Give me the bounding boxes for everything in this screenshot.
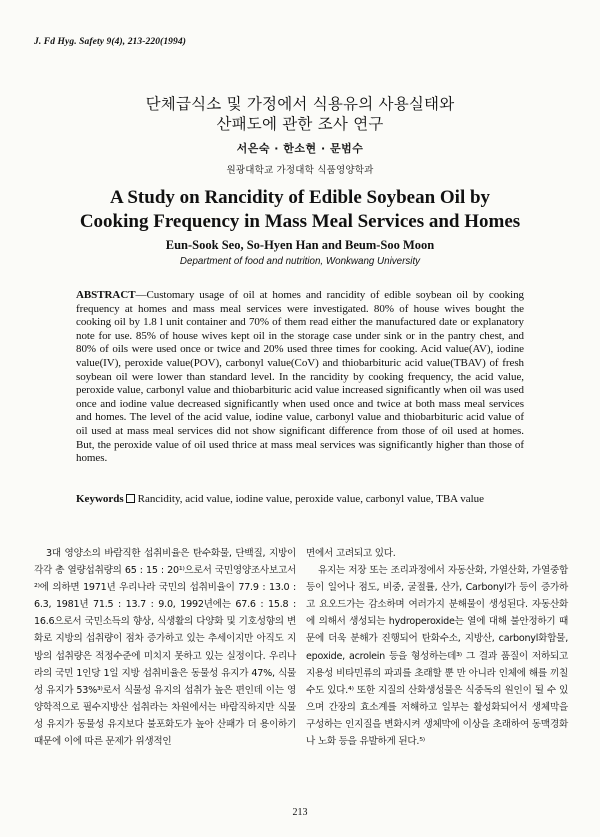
- english-title: [0, 186, 600, 234]
- abstract: [76, 289, 524, 466]
- korean-affiliation: 원광대학교 가정대학 식품영양학과: [226, 165, 374, 176]
- english-title-line-2: Cooking Frequency in Mass Meal Services and Homes: [79, 211, 521, 232]
- english-authors: Eun-Sook Seo, So-Hyen Han and Beum-Soo Moon: [165, 238, 435, 252]
- body-paragraph-continued: 면에서 고려되고 있다.: [306, 548, 396, 559]
- checkbox-square-icon: [126, 494, 135, 503]
- korean-title-line-1: 단체급식소 및 가정에서 식용유의 사용실태와: [145, 95, 455, 113]
- body-right-column: [306, 545, 568, 750]
- keywords-text: Rancidity, acid value, iodine value, peroxide value, carbonyl value, TBA value: [137, 493, 485, 505]
- keywords-label: Keywords: [76, 493, 124, 505]
- abstract-dash: —: [135, 289, 147, 301]
- page-number: 213: [292, 807, 308, 818]
- body-left-column: [34, 545, 296, 750]
- english-affiliation: Department of food and nutrition, Wonkwang University: [179, 256, 421, 267]
- journal-citation: J. Fd Hyg. Safety 9(4), 213-220(1994): [34, 37, 186, 47]
- english-title-line-1: A Study on Rancidity of Edible Soybean Oil by: [109, 187, 491, 208]
- korean-title-line-2: 산패도에 관한 조사 연구: [216, 115, 384, 133]
- korean-title: [0, 94, 600, 134]
- abstract-label: ABSTRACT: [76, 289, 136, 301]
- keywords: [76, 493, 536, 505]
- korean-authors: 서은숙 · 한소현 · 문범수: [236, 142, 364, 155]
- body-paragraph: 유지는 저장 또는 조리과정에서 자동산화, 가열산화, 가열중합 등이 일어나 점도, 비중, 굴절률, 산가, Carbonyl가 등이 증가하고 요오드가는 감소하며 여러가지 분해물이 생성된다. 자동산화에 의해서 생성되는 hydroperoxide는 열에 대해 불안정하기 때문에 더욱 분해가 진행되어 탄화수소, 지방산, carbonyl화합물, epoxide, acrolein 등을 형성하는데³⁾ 그 결과 품질이 저하되고 지용성 비타민류의 파괴를 초래할 뿐 만 아니라 인체에 해를 끼칠 수도 있다.⁴⁾ 또한 지질의 산화생성물은 식중독의 원인이 될 수 있으며 간장의 효소계를 저해하고 일부는 활성화되어서 생체막을 구성하는 인지질을 변화시켜 생체막에 이상을 초래하여 동맥경화나 노화 등을 유발하게 된다.⁵⁾: [306, 565, 568, 748]
- body-paragraph: 3대 영양소의 바람직한 섭취비율은 탄수화물, 단백질, 지방이 각각 총 열량섭취량의 65 : 15 : 20¹⁾으로서 국민영양조사보고서²⁾에 의하면 1971년 우리나라 국민의 섭취비율이 77.9 : 13.0 : 6.3, 1981년 71.5 : 13.7 : 9.0, 1992년에는 67.6 : 15.8 : 16.6으로서 국민소득의 향상, 식생활의 다양화 및 기호성향의 변화로 지방의 섭취량이 점차 증가하고 있는 추세이지만 아직도 지방의 섭취량은 적정수준에 미치지 못하고 있는 실정이다. 우리나라의 국민 1인당 1일 지방 섭취비율은 동물성 유지가 47%, 식물성 유지가 53%³⁾로서 식물성 유지의 섭취가 높은 편인데 이는 영양학적으로 필수지방산 섭취라는 차원에서는 바람직하지만 식물성 유지가 동물성 유지보다 불포화도가 높아 산패가 더 용이하기 때문에 이에 따른 문제가 위생적인: [34, 548, 296, 748]
- abstract-text: Customary usage of oil at homes and rancidity of edible soybean oil by cooking frequency at homes and mass meal services were investigated. 80% of house wives bought the cooking oil by 1.8 l unit container and 70% of them read either the manufactured date or explanatory note for use. 85% of house wives kept oil in the storage case under sink or in the pantry chest, and 80% of oils were used once or twice and 20% used three times for cooking. Acid value(AV), iodine value(IV), peroxide value(POV), carbonyl value(CoV) and thiobarbituric acid value(TBAV) of fresh soybean oil were lower than standard level. In the rancidity by cooking frequency, the acid value, peroxide value, carbonyl value and thiobarbituric acid value increased significantly when oil was used once and iodine value decreased significantly when used once and twice at both mass meal services and homes. The level of the acid value, iodine value, carbonyl value and thiobarbituric acid value of oil used at mass meal services did not show significant difference from those of oil used at homes. But, the peroxide value of oil used thrice at mass meal services was significantly higher than those of homes.: [76, 289, 524, 465]
